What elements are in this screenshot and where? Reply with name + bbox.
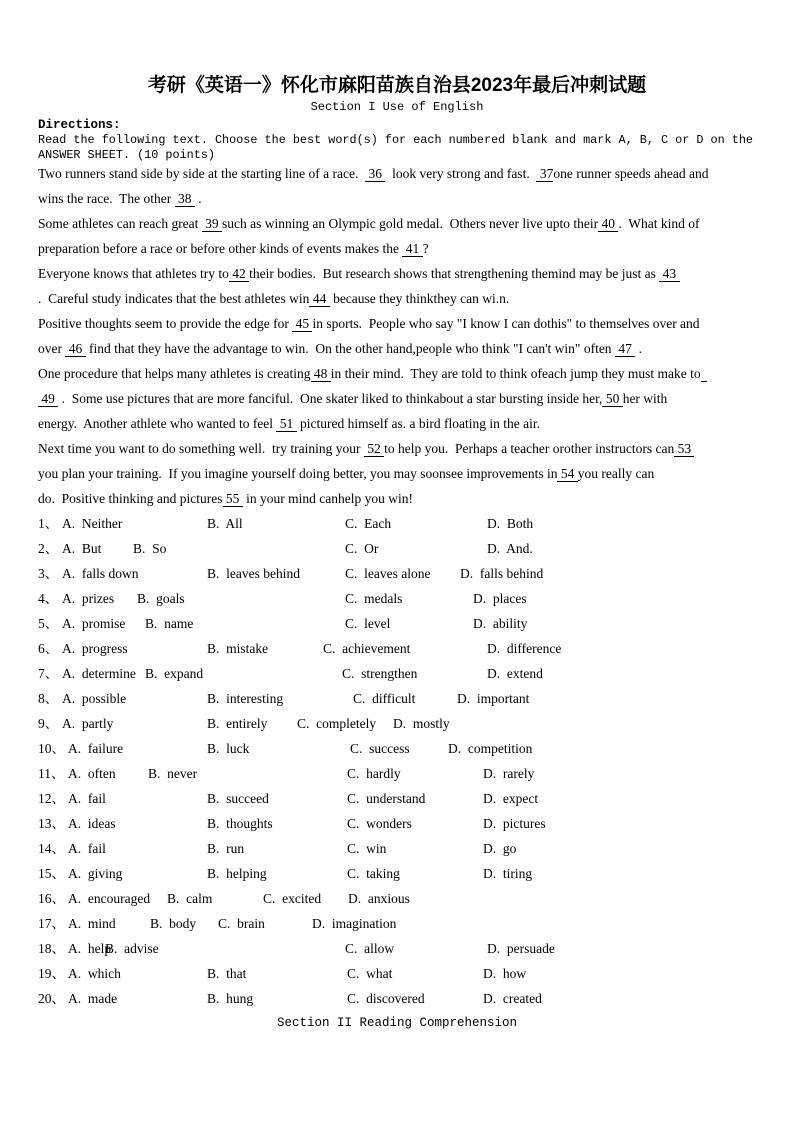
blank-39: 39: [201, 216, 223, 231]
option: A. partly: [62, 716, 114, 731]
option: C. Or: [345, 541, 379, 556]
question-row-19: [0, 961, 794, 986]
question-number: 7、: [38, 666, 59, 681]
option: A. determine: [62, 666, 136, 681]
question-number: 11、: [38, 766, 65, 781]
blank-55: 55: [222, 491, 243, 506]
option: D. anxious: [348, 891, 410, 906]
blank-46: 46: [65, 341, 86, 356]
option: A. mind: [68, 916, 116, 931]
passage-text: in sports. People who say "I know I can dothis" to themselves over and: [312, 316, 700, 331]
passage-text: energy. Another athlete who wanted to feel: [38, 416, 277, 431]
option: A. encouraged: [68, 891, 151, 906]
question-row-5: [0, 611, 794, 636]
option: C. brain: [218, 916, 265, 931]
question-row-17: [0, 911, 794, 936]
option: C. what: [347, 966, 393, 981]
question-row-14: [0, 836, 794, 861]
option: B. mistake: [207, 641, 269, 656]
passage-text: their bodies. But research shows that strengthening themind may be just as: [249, 266, 660, 281]
blank-52: 52: [363, 441, 385, 456]
passage-text: Two runners stand side by side at the starting line of a race.: [38, 166, 366, 181]
option: B. thoughts: [207, 816, 273, 831]
blank-53: 53: [674, 441, 695, 456]
question-number: 2、: [38, 541, 59, 556]
option: B. interesting: [207, 691, 284, 706]
option: C. win: [347, 841, 387, 856]
option: D. go: [483, 841, 517, 856]
question-number: 5、: [38, 616, 59, 631]
option: C. understand: [347, 791, 426, 806]
question-number: 16、: [38, 891, 65, 906]
option: D. places: [473, 591, 527, 606]
blank-36: 36: [365, 166, 386, 181]
question-number: 9、: [38, 716, 59, 731]
option: B. hung: [207, 991, 254, 1006]
passage-text: you really can: [577, 466, 655, 481]
blank: [701, 366, 708, 382]
passage-line: [0, 361, 794, 386]
option: D. important: [457, 691, 530, 706]
option: D. how: [483, 966, 527, 981]
option: C. strengthen: [342, 666, 418, 681]
option: D. falls behind: [460, 566, 544, 581]
option: B. calm: [167, 891, 213, 906]
question-row-7: [0, 661, 794, 686]
question-row-6: [0, 636, 794, 661]
question-row-2: [0, 536, 794, 561]
question-number: 6、: [38, 641, 59, 656]
option: A. fail: [68, 841, 106, 856]
passage-line: [0, 211, 794, 236]
option: A. failure: [68, 741, 124, 756]
passage-text: . What kind of: [618, 216, 700, 231]
passage-text: One procedure that helps many athletes is creating: [38, 366, 311, 381]
option: A. which: [68, 966, 121, 981]
passage-text: Positive thoughts seem to provide the edge for: [38, 316, 293, 331]
passage-line: [0, 236, 794, 261]
question-number: 13、: [38, 816, 65, 831]
question-number: 8、: [38, 691, 59, 706]
passage-text: over: [38, 341, 66, 356]
passage-text: pictured himself as. a bird floating in the air.: [296, 416, 540, 431]
option: C. success: [350, 741, 410, 756]
passage-text: find that they have the advantage to win. On the other hand,people who think "I can't win" often: [85, 341, 615, 356]
option: C. hardly: [347, 766, 401, 781]
question-number: 20、: [38, 991, 65, 1006]
blank-37: 37: [536, 166, 554, 181]
option: B. expand: [145, 666, 204, 681]
passage-text: .: [635, 341, 642, 356]
option: B. run: [207, 841, 245, 856]
passage-text: in your mind canhelp you win!: [242, 491, 413, 506]
option: A. ideas: [68, 816, 116, 831]
question-number: 18、: [38, 941, 65, 956]
passage-line: [0, 486, 794, 511]
passage-text: such as winning an Olympic gold medal. Others never live upto their: [222, 216, 599, 231]
passage-line: [0, 261, 794, 286]
passage-line: [0, 286, 794, 311]
passage-line: [0, 411, 794, 436]
option: C. excited: [263, 891, 322, 906]
option: C. discovered: [347, 991, 425, 1006]
question-row-16: [0, 886, 794, 911]
option: A. fail: [68, 791, 106, 806]
blank-48: 48: [310, 366, 331, 381]
option: A. falls down: [62, 566, 139, 581]
question-row-11: [0, 761, 794, 786]
passage-line: [0, 336, 794, 361]
passage-text: do. Positive thinking and pictures: [38, 491, 223, 506]
blank-41: 41: [402, 241, 423, 256]
option: A. help: [68, 941, 112, 956]
directions-line: Read the following text. Choose the best word(s) for each numbered blank and mark A, B, C or D on the: [38, 133, 754, 147]
question-number: 17、: [38, 916, 65, 931]
section2-heading: Section II Reading Comprehension: [276, 1016, 518, 1030]
option: D. pictures: [483, 816, 546, 831]
passage-line: [0, 386, 794, 411]
option: D. And.: [487, 541, 533, 556]
option: B. body: [150, 916, 197, 931]
question-row-18: [0, 936, 794, 961]
passage-text: her with: [622, 391, 668, 406]
blank-51: 51: [276, 416, 297, 431]
passage-text: preparation before a race or before other kinds of events makes the: [38, 241, 403, 256]
question-row-12: [0, 786, 794, 811]
option: C. difficult: [353, 691, 416, 706]
passage-text: wins the race. The other: [38, 191, 175, 206]
question-row-8: [0, 686, 794, 711]
option: D. extend: [487, 666, 543, 681]
passage-text: .: [194, 191, 202, 206]
blank-44: 44: [309, 291, 330, 306]
question-number: 15、: [38, 866, 65, 881]
option: B. advise: [105, 941, 159, 956]
option: B. entirely: [207, 716, 268, 731]
blank-54: 54: [557, 466, 578, 481]
passage: [0, 161, 794, 511]
passage-line: [0, 461, 794, 486]
question-number: 14、: [38, 841, 65, 856]
option: A. progress: [62, 641, 128, 656]
blank-38: 38: [174, 191, 195, 206]
option: A. giving: [68, 866, 123, 881]
option: D. created: [483, 991, 542, 1006]
question-number: 1、: [38, 516, 59, 531]
blank-43: 43: [659, 266, 680, 281]
passage-line: [0, 436, 794, 461]
option: B. that: [207, 966, 247, 981]
question-row-13: [0, 811, 794, 836]
passage-text: Next time you want to do something well. try training your: [38, 441, 364, 456]
blank-50: 50: [602, 391, 623, 406]
question-number: 10、: [38, 741, 65, 756]
blank-40: 40: [598, 216, 619, 231]
option: D. mostly: [393, 716, 450, 731]
blank-49: 49: [38, 391, 59, 406]
option: C. level: [345, 616, 391, 631]
option: D. Both: [487, 516, 534, 531]
option: C. leaves alone: [345, 566, 431, 581]
option: B. succeed: [207, 791, 269, 806]
option: D. tiring: [483, 866, 533, 881]
passage-text: Some athletes can reach great: [38, 216, 202, 231]
option: C. allow: [345, 941, 395, 956]
option: C. wonders: [347, 816, 412, 831]
question-number: 3、: [38, 566, 59, 581]
option: C. taking: [347, 866, 400, 881]
option: D. competition: [448, 741, 533, 756]
option: A. prizes: [62, 591, 115, 606]
question-row-1: [0, 511, 794, 536]
option: D. ability: [473, 616, 528, 631]
option: D. difference: [487, 641, 562, 656]
question-row-9: [0, 711, 794, 736]
option: B. never: [148, 766, 198, 781]
passage-text: . Careful study indicates that the best athletes win: [38, 291, 310, 306]
option: A. Neither: [62, 516, 123, 531]
question-row-15: [0, 861, 794, 886]
option: C. achievement: [323, 641, 411, 656]
option: C. medals: [345, 591, 403, 606]
passage-line: [0, 186, 794, 211]
passage-text: in their mind. They are told to think ofeach jump they must make to: [330, 366, 701, 381]
passage-text: look very strong and fast.: [385, 166, 537, 181]
directions-line: ANSWER SHEET. (10 points): [38, 148, 215, 162]
question-row-10: [0, 736, 794, 761]
passage-text: ?: [422, 241, 429, 256]
option: B. All: [207, 516, 243, 531]
option: D. expect: [483, 791, 539, 806]
option: A. made: [68, 991, 118, 1006]
option: A. often: [68, 766, 116, 781]
passage-text: because they thinkthey can wi.n.: [329, 291, 510, 306]
option: D. rarely: [483, 766, 535, 781]
blank-47: 47: [614, 341, 636, 356]
passage-text: you plan your training. If you imagine yourself doing better, you may soonsee improvements in: [38, 466, 558, 481]
passage-line: [0, 311, 794, 336]
option: D. persuade: [487, 941, 555, 956]
option: A. possible: [62, 691, 127, 706]
question-row-4: [0, 586, 794, 611]
question-row-3: [0, 561, 794, 586]
option: A. promise: [62, 616, 126, 631]
passage-text: Everyone knows that athletes try to: [38, 266, 229, 281]
passage-text: to help you. Perhaps a teacher orother instructors can: [384, 441, 675, 456]
passage-text: one runner speeds ahead and: [553, 166, 709, 181]
option: B. helping: [207, 866, 267, 881]
page-title: 考研《英语一》怀化市麻阳苗族自治县2023年最后冲刺试题: [147, 75, 647, 96]
directions-label: Directions:: [38, 118, 121, 132]
question-row-20: [0, 986, 794, 1011]
question-list: [0, 511, 794, 1011]
question-number: 4、: [38, 591, 59, 606]
option: A. But: [62, 541, 102, 556]
option: C. Each: [345, 516, 392, 531]
option: B. goals: [137, 591, 185, 606]
passage-line: [0, 161, 794, 186]
section1-heading: Section I Use of English: [310, 100, 484, 114]
blank-45: 45: [292, 316, 313, 331]
option: B. leaves behind: [207, 566, 300, 581]
option: B. luck: [207, 741, 250, 756]
option: C. completely: [297, 716, 377, 731]
question-number: 12、: [38, 791, 65, 806]
option: D. imagination: [312, 916, 397, 931]
blank-42: 42: [228, 266, 250, 281]
passage-text: . Some use pictures that are more fanciful. One skater liked to thinkabout a star bursting inside her,: [58, 391, 603, 406]
question-number: 19、: [38, 966, 65, 981]
option: B. So: [133, 541, 167, 556]
option: B. name: [145, 616, 194, 631]
